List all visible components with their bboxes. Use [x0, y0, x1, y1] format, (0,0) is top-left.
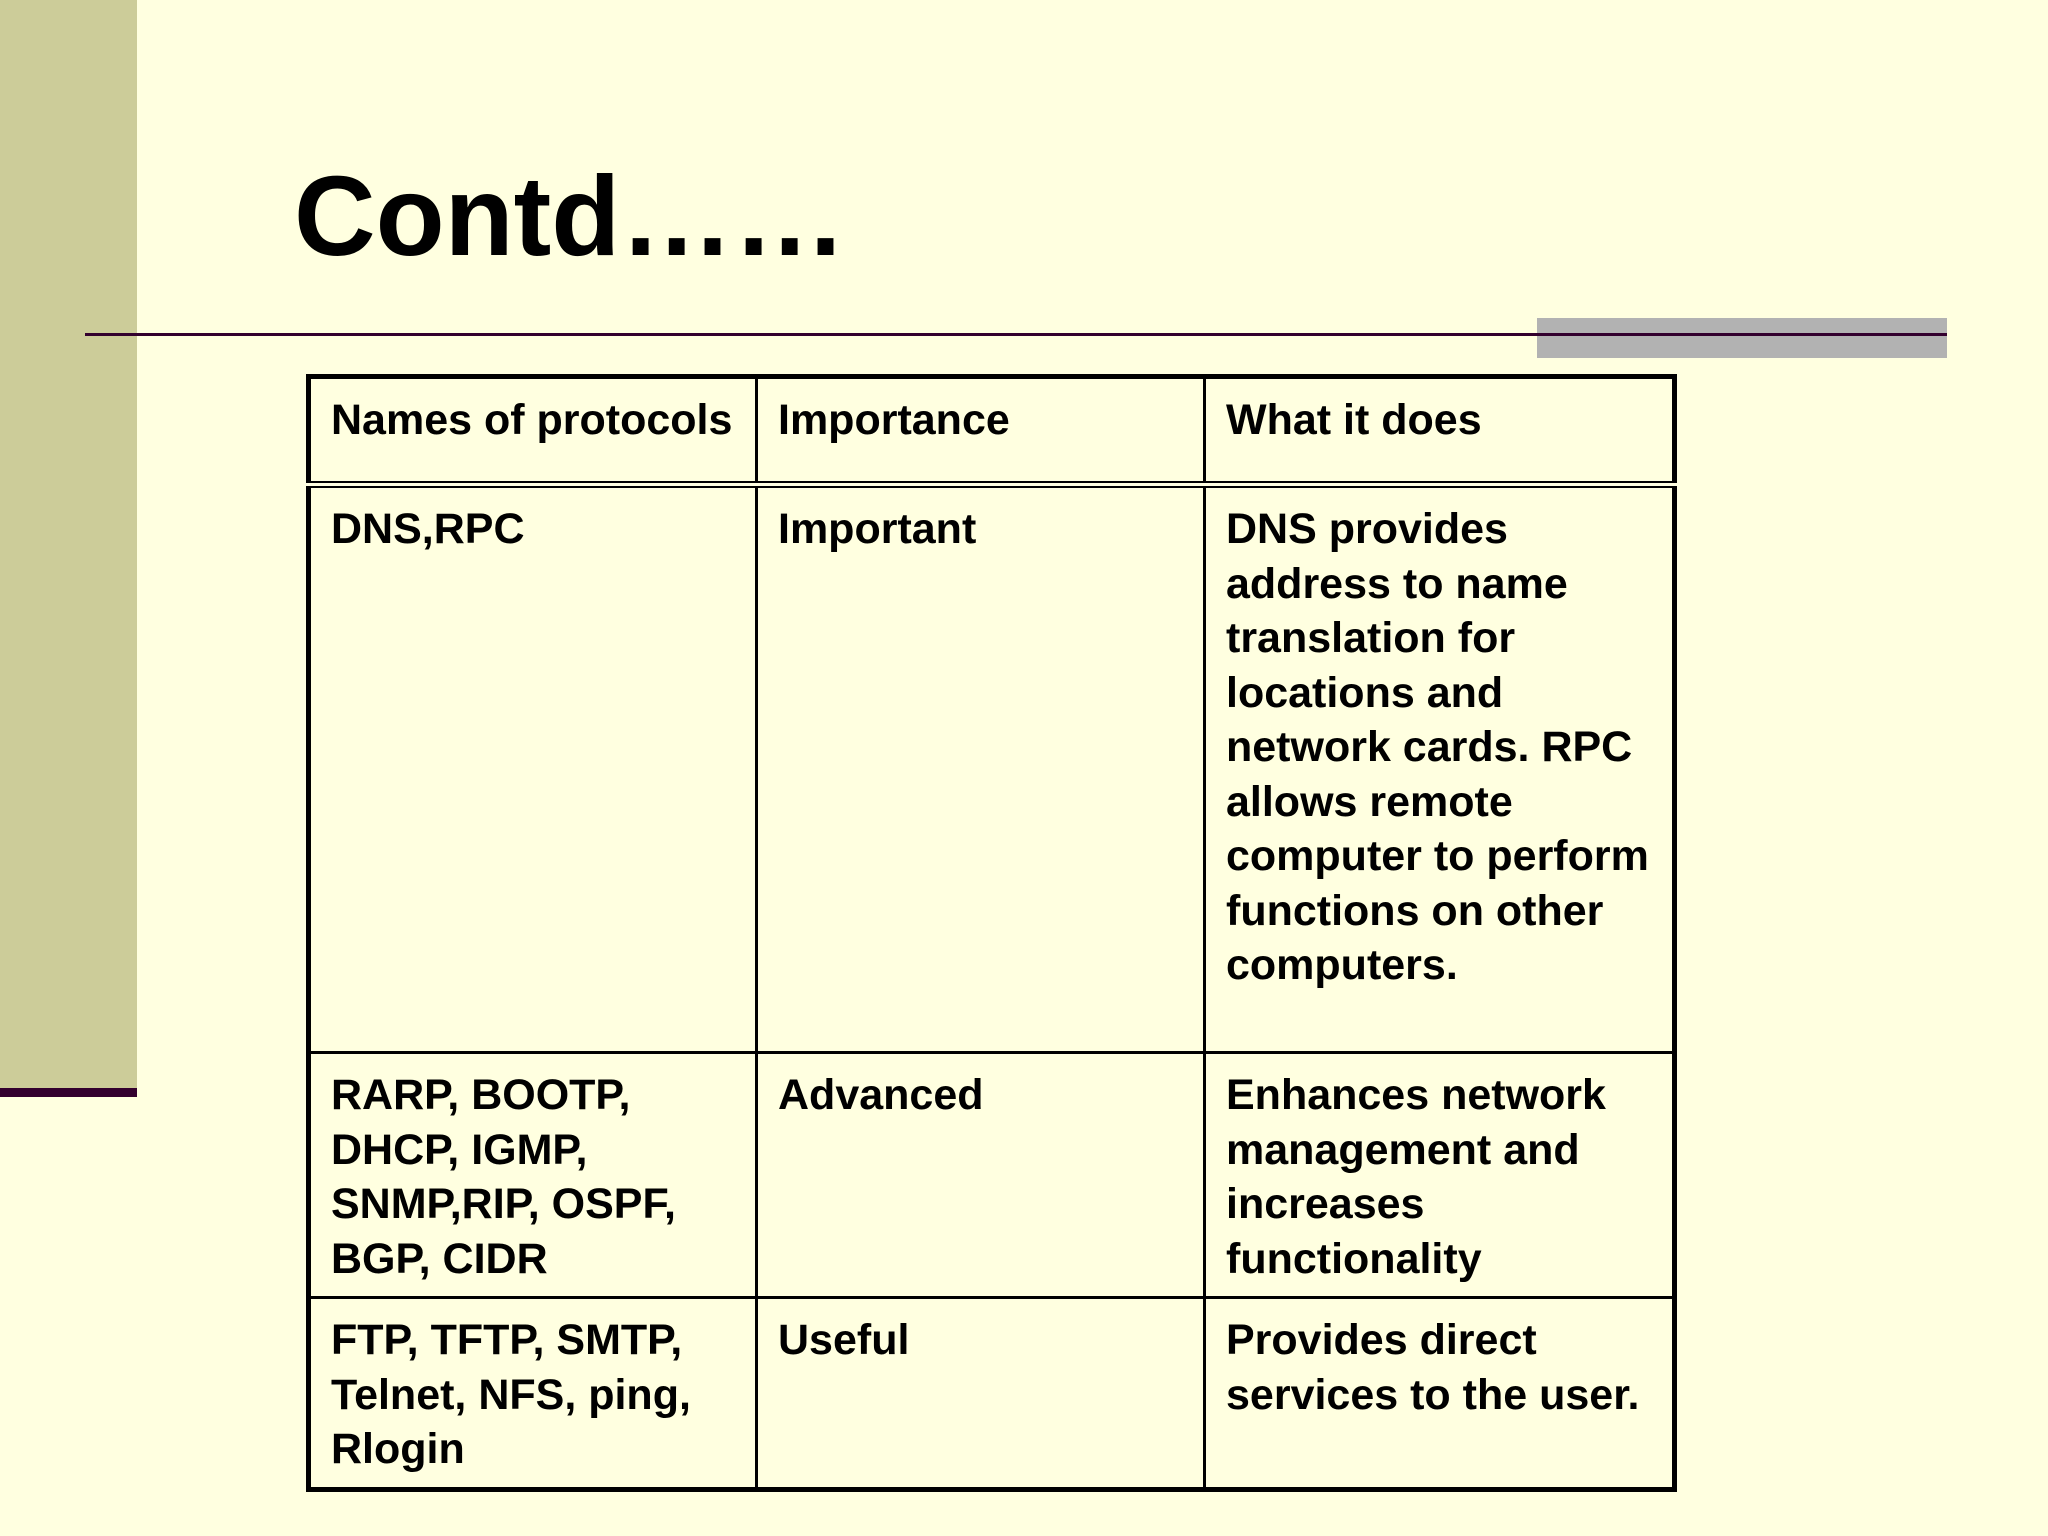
- protocols-table: [306, 374, 1677, 1492]
- left-decorative-bar: [0, 0, 137, 1088]
- title-divider-accent-line: [1537, 333, 1947, 336]
- importance-cell: Useful: [757, 1298, 1205, 1490]
- protocol-names-cell: RARP, BOOTP, DHCP, IGMP, SNMP,RIP, OSPF, BGP, CIDR: [309, 1053, 757, 1298]
- left-bar-underline: [0, 1088, 137, 1097]
- table-row: [309, 485, 1675, 1053]
- importance-cell: Advanced: [757, 1053, 1205, 1298]
- table-header-row: [309, 377, 1675, 485]
- description-cell: Provides direct services to the user.: [1205, 1298, 1675, 1490]
- description-cell: DNS provides address to name translation for locations and network cards. RPC allows remote computer to perform functions on other computers.: [1205, 485, 1675, 1053]
- description-cell: Enhances network management and increases functionality: [1205, 1053, 1675, 1298]
- table-row: [309, 1298, 1675, 1490]
- title-accent-block: [1537, 318, 1947, 358]
- header-names-of-protocols: Names of protocols: [309, 377, 757, 485]
- table-row: [309, 1053, 1675, 1298]
- slide-title: Contd……: [294, 153, 847, 279]
- protocol-names-cell: FTP, TFTP, SMTP, Telnet, NFS, ping, Rlogin: [309, 1298, 757, 1490]
- header-importance: Importance: [757, 377, 1205, 485]
- importance-cell: Important: [757, 485, 1205, 1053]
- protocol-names-cell: DNS,RPC: [309, 485, 757, 1053]
- header-what-it-does: What it does: [1205, 377, 1675, 485]
